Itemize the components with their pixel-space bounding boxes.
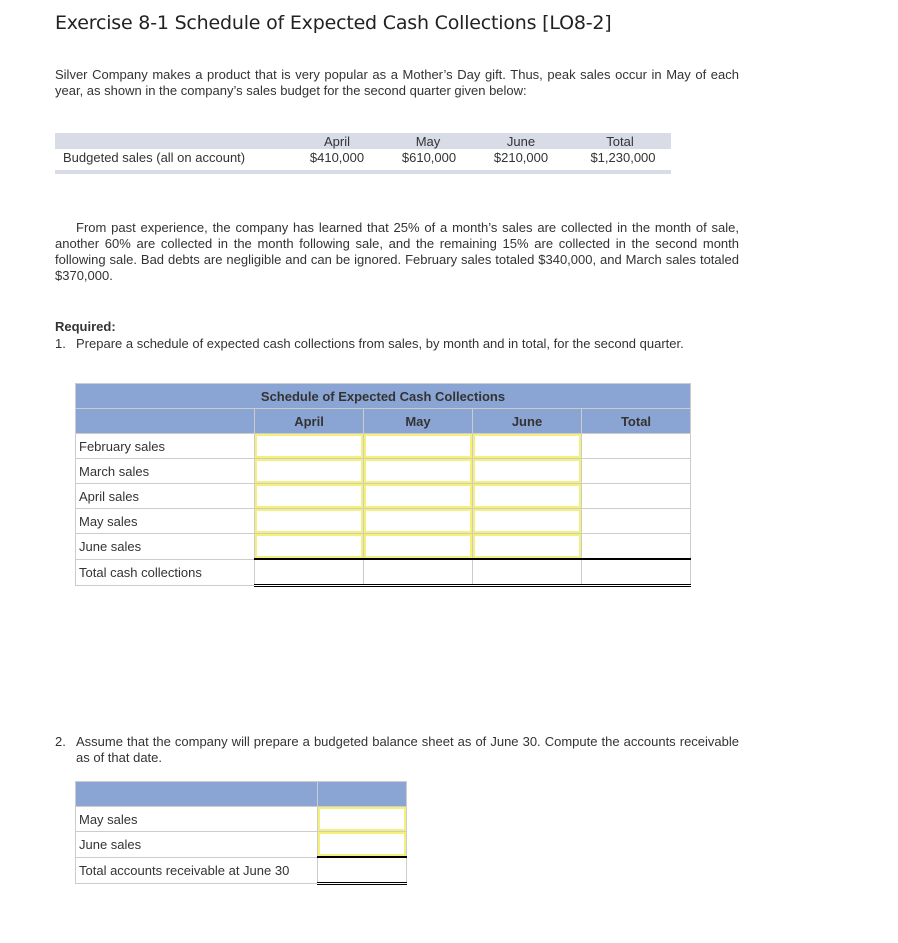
budget-header-april: April	[323, 134, 350, 149]
requirement-1	[55, 336, 739, 352]
february-total-cell	[582, 434, 691, 459]
accounts-receivable-table	[75, 781, 407, 885]
ar-june-sales-input[interactable]	[318, 832, 406, 856]
schedule-caption: Schedule of Expected Cash Collections	[76, 384, 691, 409]
ar-header-blank-label	[76, 782, 318, 807]
ar-may-sales-input[interactable]	[318, 807, 406, 831]
table-row	[76, 534, 691, 560]
intro-paragraph: Silver Company makes a product that is very popular as a Mother’s Day gift. Thus, peak sales occur in May of each year, as shown in the company’s sales budget for the second quarter given below:	[55, 67, 739, 98]
requirement-2	[55, 734, 739, 766]
requirement-text: Prepare a schedule of expected cash collections from sales, by month and in total, for the second quarter.	[76, 336, 684, 351]
budget-bottom-rule	[55, 170, 671, 174]
schedule-col-may: May	[364, 409, 473, 434]
total-total-cell	[582, 559, 691, 586]
table-row	[76, 459, 691, 484]
requirement-text: Assume that the company will prepare a budgeted balance sheet as of June 30. Compute the accounts receivable as of that date.	[76, 734, 739, 765]
february-june-input[interactable]	[473, 434, 581, 458]
budget-header-may: May	[415, 134, 441, 149]
budget-header-june: June	[506, 134, 536, 149]
may-total-cell	[582, 509, 691, 534]
ar-header-blank-value	[318, 782, 407, 807]
row-label-may-sales: May sales	[76, 509, 255, 534]
march-may-input[interactable]	[364, 459, 472, 483]
february-may-input[interactable]	[364, 434, 472, 458]
april-total-cell	[582, 484, 691, 509]
schedule-col-june: June	[473, 409, 582, 434]
may-april-input[interactable]	[255, 509, 363, 533]
april-may-input[interactable]	[364, 484, 472, 508]
total-june-cell	[473, 559, 582, 586]
table-row	[76, 832, 407, 858]
ar-row-label-may-sales: May sales	[76, 807, 318, 832]
ar-row-label-total: Total accounts receivable at June 30	[76, 857, 318, 884]
requirement-number: 2.	[55, 734, 66, 749]
budget-value-may: $610,000	[401, 150, 457, 165]
row-label-march-sales: March sales	[76, 459, 255, 484]
budget-header-row	[55, 133, 671, 149]
cash-collections-schedule	[75, 383, 691, 587]
june-june-input[interactable]	[473, 534, 581, 558]
sales-budget-table	[55, 133, 671, 174]
required-heading: Required:	[55, 319, 116, 334]
may-june-input[interactable]	[473, 509, 581, 533]
schedule-col-total: Total	[582, 409, 691, 434]
requirement-number: 1.	[55, 336, 66, 351]
june-total-cell	[582, 534, 691, 560]
may-may-input[interactable]	[364, 509, 472, 533]
march-june-input[interactable]	[473, 459, 581, 483]
budget-row	[55, 149, 671, 169]
budget-value-april: $410,000	[309, 150, 365, 165]
budget-header-total: Total	[606, 134, 634, 149]
june-april-input[interactable]	[255, 534, 363, 558]
ar-row-label-june-sales: June sales	[76, 832, 318, 858]
april-june-input[interactable]	[473, 484, 581, 508]
table-row	[76, 807, 407, 832]
march-total-cell	[582, 459, 691, 484]
collection-pattern-paragraph: From past experience, the company has learned that 25% of a month’s sales are collected in the month of sale, another 60% are collected in the month following sale, and the remaining 15% are collected in the second month following sale. Bad debts are negligible and can be ignored. February sales totaled $340,000, and March sales totaled $370,000.	[55, 220, 739, 283]
budget-value-june: $210,000	[493, 150, 549, 165]
schedule-header-blank	[76, 409, 255, 434]
february-april-input[interactable]	[255, 434, 363, 458]
ar-total-row	[76, 857, 407, 884]
table-row	[76, 509, 691, 534]
june-may-input[interactable]	[364, 534, 472, 558]
page-title: Exercise 8-1 Schedule of Expected Cash Collections [LO8-2]	[55, 12, 612, 34]
table-row	[76, 484, 691, 509]
row-label-june-sales: June sales	[76, 534, 255, 560]
total-row	[76, 559, 691, 586]
ar-total-cell	[318, 857, 407, 884]
budget-value-total: $1,230,000	[590, 150, 656, 165]
row-label-april-sales: April sales	[76, 484, 255, 509]
total-april-cell	[255, 559, 364, 586]
total-may-cell	[364, 559, 473, 586]
row-label-total-cash-collections: Total cash collections	[76, 559, 255, 586]
schedule-col-april: April	[255, 409, 364, 434]
row-label-february-sales: February sales	[76, 434, 255, 459]
budget-row-label: Budgeted sales (all on account)	[63, 150, 246, 165]
march-april-input[interactable]	[255, 459, 363, 483]
april-april-input[interactable]	[255, 484, 363, 508]
table-row	[76, 434, 691, 459]
